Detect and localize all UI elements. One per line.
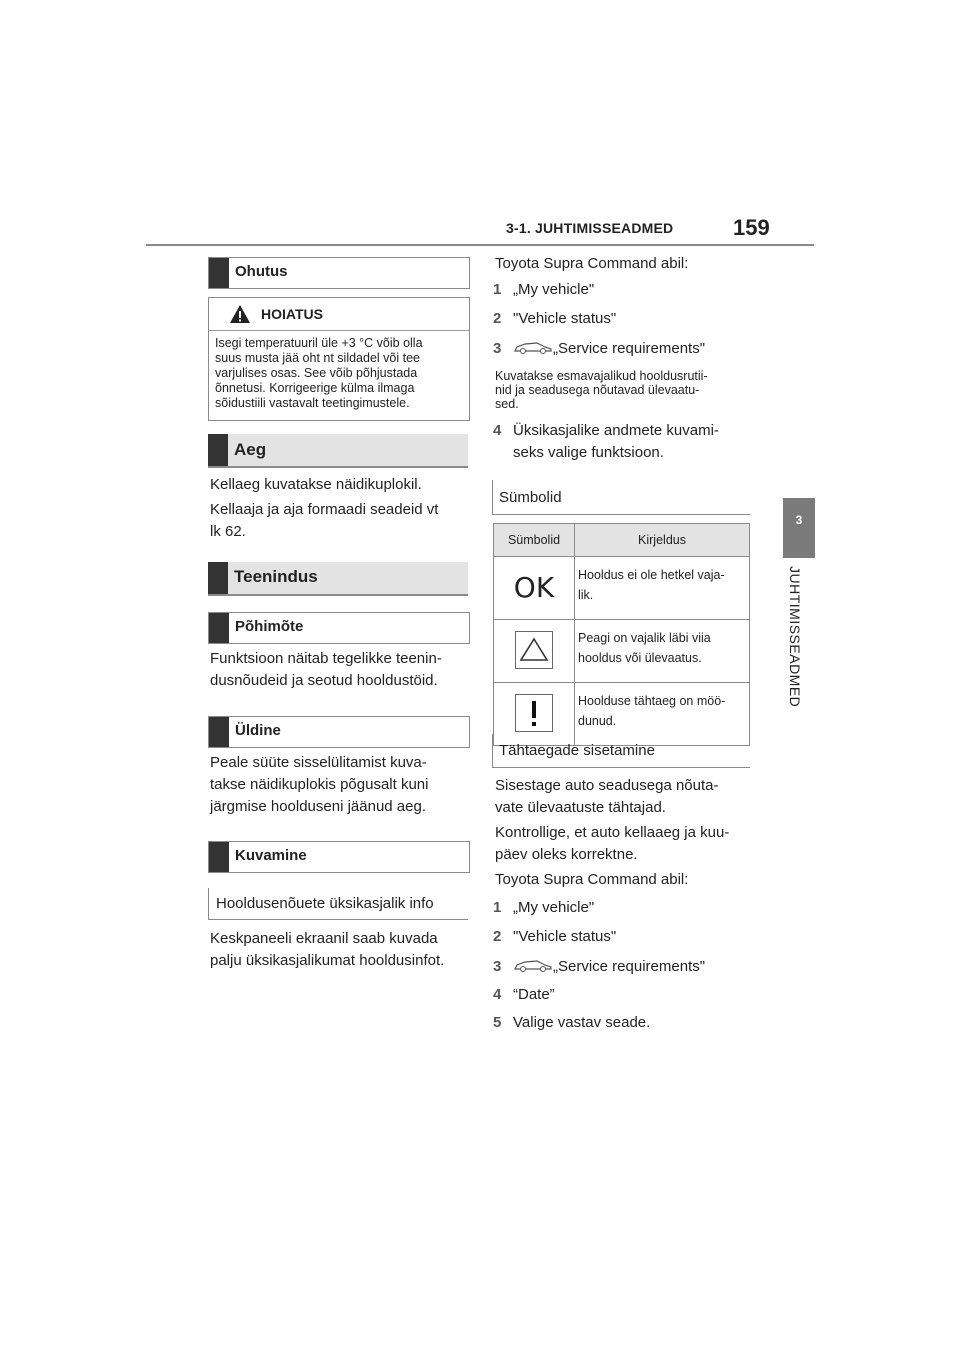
warning-icon [229, 304, 251, 324]
step-4-continued: seks valige funktsioon. [513, 444, 664, 461]
dates-text: Sisestage auto seadusega nõuta- vate ülevaatuste tähtajad. Kontrollige, et auto kellaaeg ja kuu- päev oleks korrektne. Toyota Supra Command abil: [495, 777, 730, 888]
step-3: 3 „Service requirements" [493, 340, 706, 357]
step2-4: 4 “Date” [493, 986, 555, 1003]
step-4: 4 Üksikasjalike andmete kuvami- [493, 422, 719, 439]
heading-pohimote: Põhimõte [208, 612, 470, 644]
info-text: Keskpaneeli ekraanil saab kuvada palju üksikasjalikumat hooldusinfot. [210, 930, 445, 969]
step2-1: 1 „My vehicle" [493, 899, 595, 916]
car-icon [513, 957, 553, 973]
info-heading-left-rule [208, 888, 209, 920]
info-heading-rule [208, 919, 468, 920]
step2-3: 3 „Service requirements" [493, 958, 706, 975]
step-1: 1 „My vehicle" [493, 281, 595, 298]
table-row: Hoolduse tähtaeg on möö- dunud. [494, 683, 750, 746]
car-icon [513, 339, 553, 355]
symbols-heading-rule [492, 514, 750, 515]
warning-title: HOIATUS [261, 306, 323, 322]
pohimote-text: Funktsioon näitab tegelikke teenin- dusnõudeid ja seotud hooldustöid. [210, 650, 442, 689]
dates-heading-rule [492, 767, 750, 768]
warning-box [208, 297, 470, 421]
heading-ohutus: Ohutus [208, 257, 470, 289]
chapter-label: JUHTIMISSEADMED [787, 566, 803, 708]
step2-5: 5 Valige vastav seade. [493, 1014, 651, 1031]
warning-text: Isegi temperatuuril üle +3 °C võib olla suus musta jää oht nt sildadel või tee varjulises osas. See võib põhjustada õnnetusi. Korrigeerige külma ilmaga sõidustiili vastavalt teetingimustele. [215, 336, 423, 410]
page-number: 159 [733, 215, 770, 240]
step2-2: 2 "Vehicle status" [493, 928, 617, 945]
table-row: Peagi on vajalik läbi viia hooldus või ülevaatus. [494, 620, 750, 683]
uldine-text: Peale süüte sisselülitamist kuva- takse näidikuplokis põgusalt kuni järgmise hoolduseni jäänud aeg. [210, 754, 429, 815]
note-text: Kuvatakse esmavajalikud hooldusrutii- nid ja seadusega nõutavad ülevaatu- sed. [495, 369, 708, 411]
heading-uldine: Üldine [208, 716, 470, 748]
table-header-symbols: Sümbolid [494, 524, 575, 557]
symbols-heading: Sümbolid [499, 489, 562, 506]
chapter-tab: 3 [783, 498, 815, 558]
dates-heading-left-rule [492, 734, 493, 768]
step-2: 2 "Vehicle status" [493, 310, 617, 327]
heading-kuvamine: Kuvamine [208, 841, 470, 873]
heading-aeg: Aeg [208, 434, 468, 468]
table-header-description: Kirjeldus [575, 524, 750, 557]
info-heading: Hooldusenõuete üksikasjalik info [216, 895, 434, 912]
table-row: OK Hooldus ei ole hetkel vaja- lik. [494, 557, 750, 620]
ok-icon: OK [513, 571, 555, 604]
exclamation-icon [515, 694, 553, 732]
dates-heading: Tähtaegade sisetamine [499, 742, 655, 759]
section-title: 3-1. JUHTIMISSEADMED [506, 220, 674, 236]
symbols-heading-left-rule [492, 480, 493, 514]
heading-teenindus: Teenindus [208, 562, 468, 596]
warning-triangle-icon [515, 631, 553, 669]
header-rule [146, 244, 814, 246]
symbols-table [493, 523, 750, 746]
aeg-text: Kellaeg kuvatakse näidikuplokil. Kellaaja ja aja formaadi seadeid vt lk 62. [210, 476, 439, 540]
intro-text: Toyota Supra Command abil: [495, 255, 689, 272]
